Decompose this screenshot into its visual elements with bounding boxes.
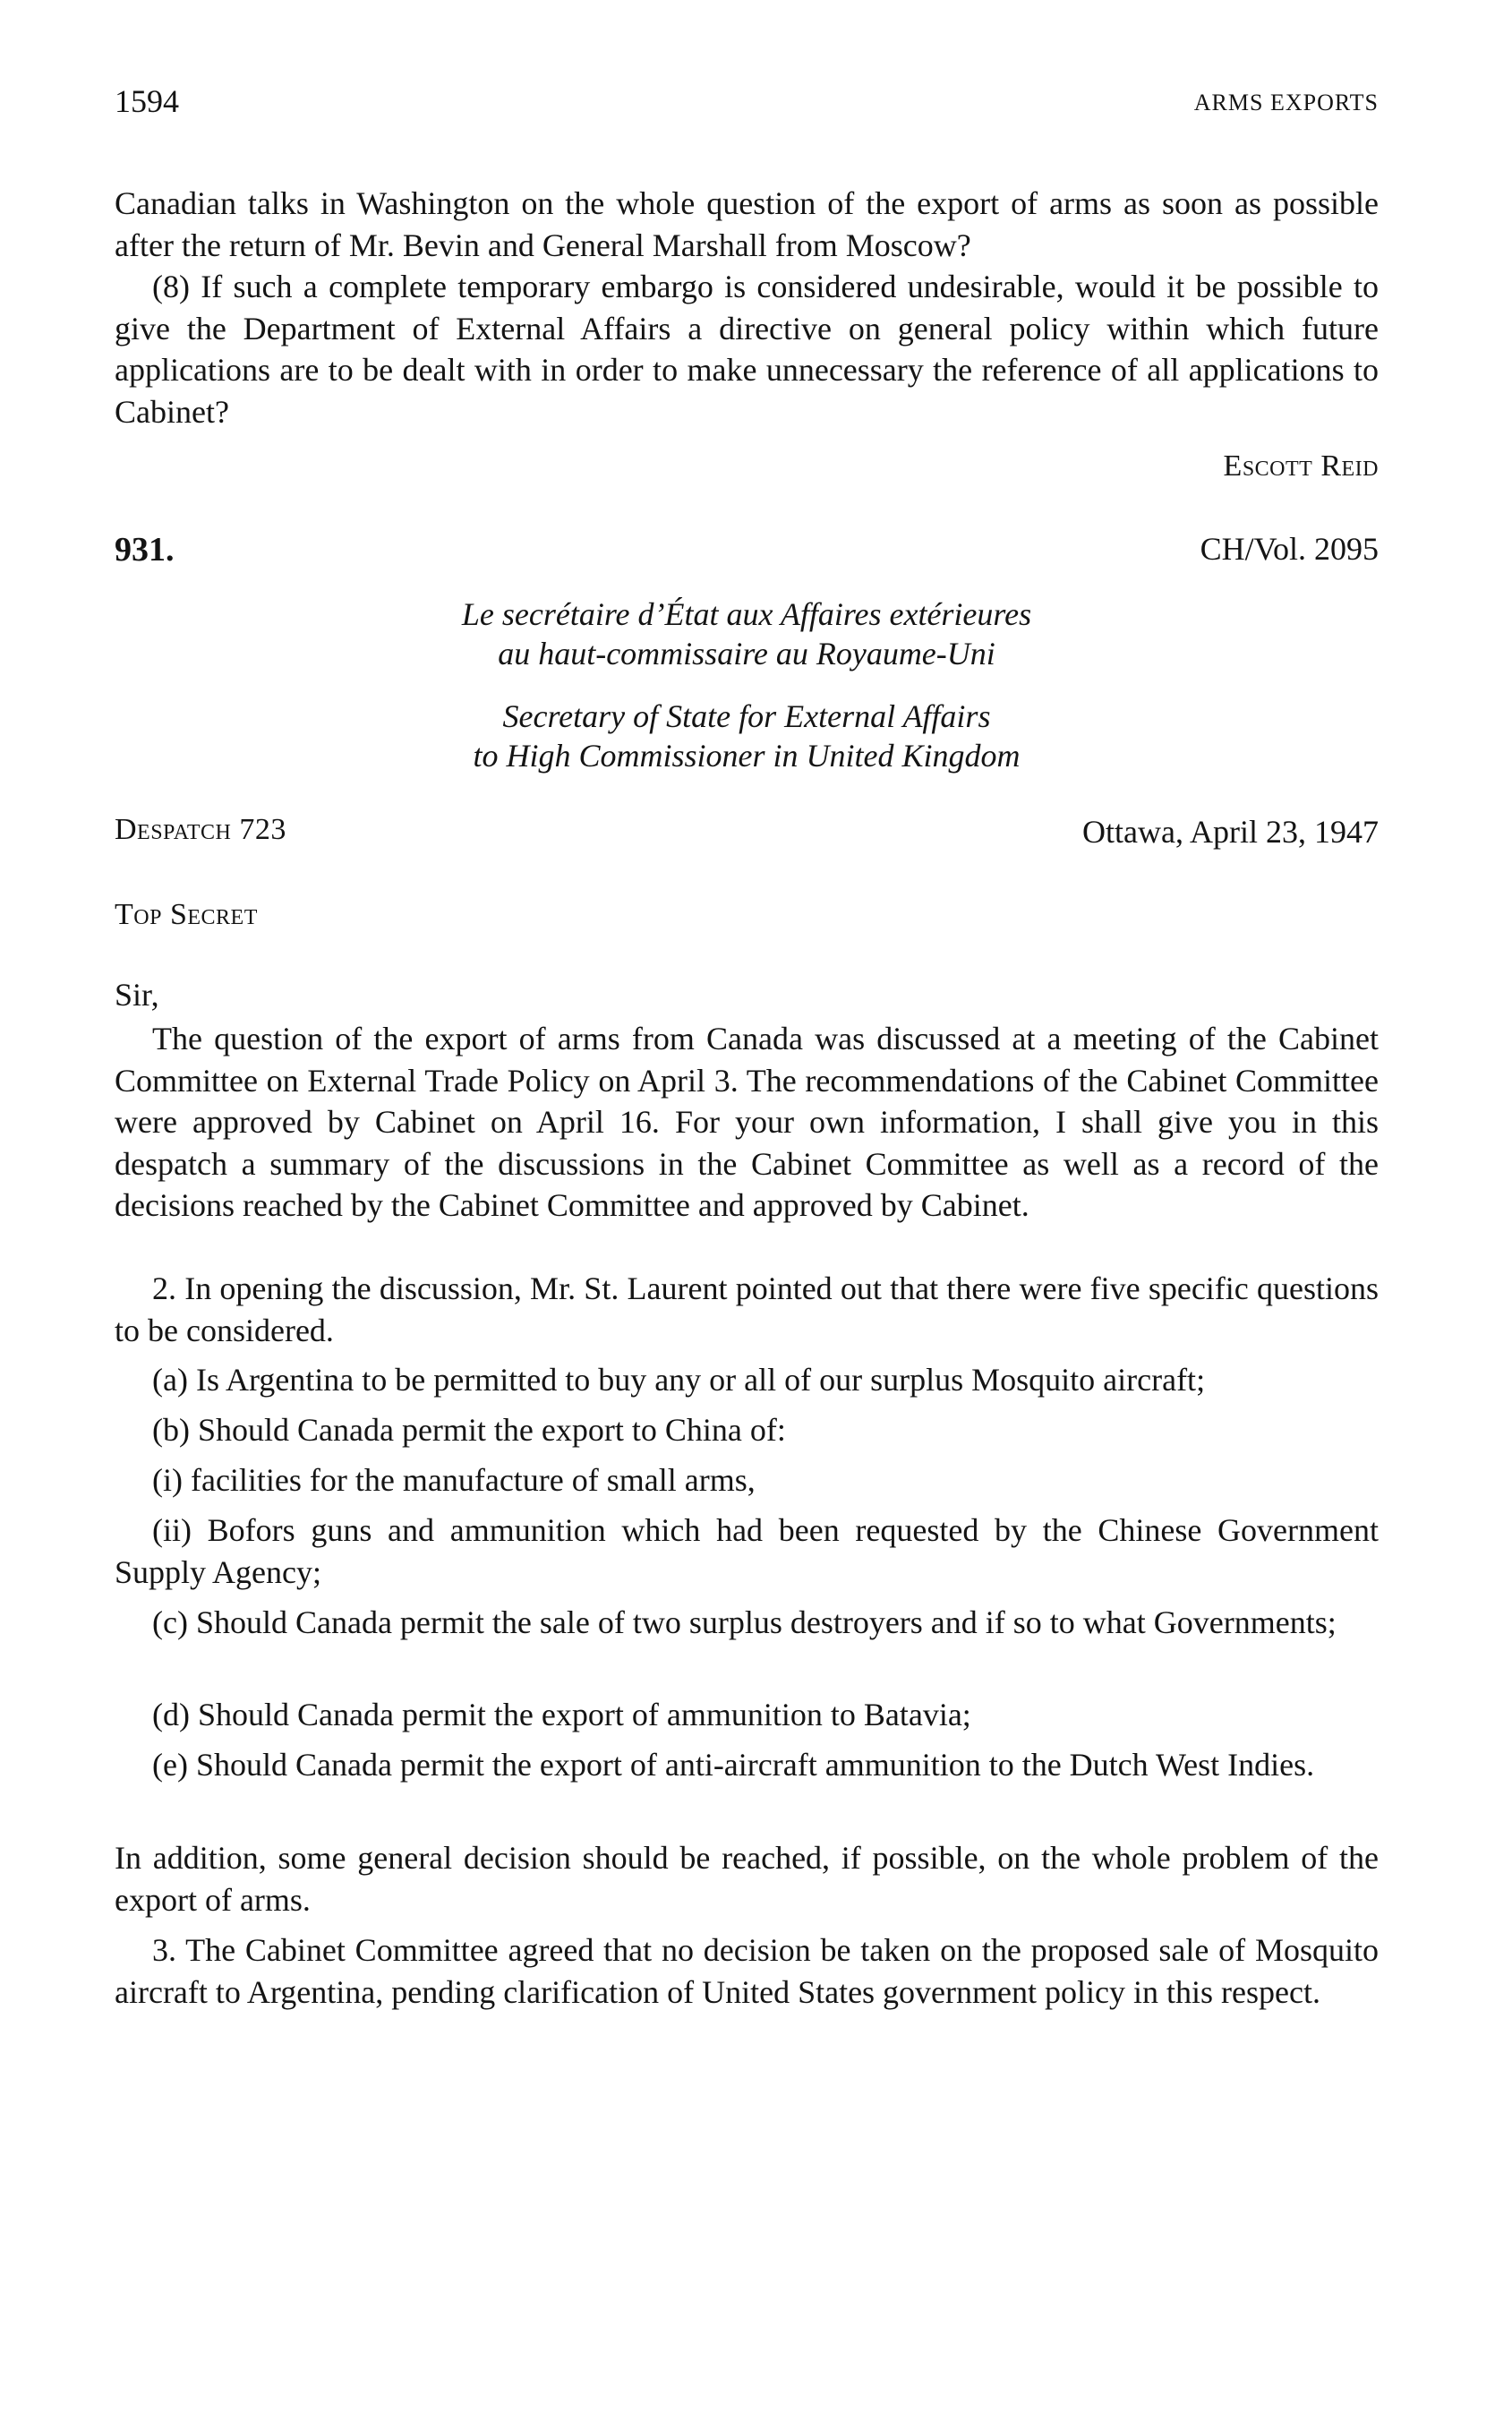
question-b-i: (i) facilities for the manufacture of small arms, [152, 1462, 756, 1498]
question-d: (d) Should Canada permit the export of ammunition to Batavia; [152, 1697, 971, 1732]
salutation: Sir, [115, 977, 159, 1013]
question-e: (e) Should Canada permit the export of anti-aircraft ammunition to the Dutch West Indies. [152, 1747, 1315, 1783]
page-number: 1594 [115, 83, 179, 119]
classification: Top Secret [115, 898, 258, 931]
question-b: (b) Should Canada permit the export to China of: [152, 1412, 786, 1448]
title-french-line-2: au haut-commissaire au Royaume-Uni [498, 636, 995, 671]
paragraph-1: The question of the export of arms from Canada was discussed at a meeting of the Cabinet Committee on External Trade Policy on April 3. The recommendations of the Cabinet Committee were approved by Cabinet on April 16. For your own information, I shall give you in this despatch a summary of the discussions in the Cabinet Committee as well as a record of the decisions reached by the Cabinet Committee and approved by Cabinet. [115, 1021, 1379, 1223]
document-page [115, 0, 1379, 2412]
place-date: Ottawa, April 23, 1947 [1082, 814, 1379, 850]
point-8-paragraph: (8) If such a complete temporary embargo is considered undesirable, would it be possible to give the Department of External Affairs a directive on general policy within which future applications are to be dealt with in order to make unnecessary the reference of all applications to Cabinet? [115, 269, 1379, 430]
question-b-ii: (ii) Bofors guns and ammunition which had been requested by the Chinese Government Supply Agency; [115, 1512, 1379, 1590]
question-c: (c) Should Canada permit the sale of two surplus destroyers and if so to what Governments; [152, 1604, 1337, 1640]
running-title: ARMS EXPORTS [1193, 90, 1379, 115]
paragraph-2: 2. In opening the discussion, Mr. St. Laurent pointed out that there were five specific questions to be considered. [115, 1270, 1379, 1348]
title-english-line-2: to High Commissioner in United Kingdom [473, 738, 1021, 774]
title-english-line-1: Secretary of State for External Affairs [502, 698, 991, 734]
paragraph-3: 3. The Cabinet Committee agreed that no decision be taken on the proposed sale of Mosquito aircraft to Argentina, pending clarification of United States government policy in this respect. [115, 1932, 1379, 2010]
question-a: (a) Is Argentina to be permitted to buy any or all of our surplus Mosquito aircraft; [152, 1362, 1206, 1398]
document-number: 931. [115, 531, 175, 569]
addition-paragraph: In addition, some general decision should be reached, if possible, on the whole problem of the export of arms. [115, 1840, 1379, 1918]
archive-reference: CH/Vol. 2095 [1200, 531, 1379, 567]
title-french-line-1: Le secrétaire d’État aux Affaires extérieures [461, 596, 1032, 632]
signature: Escott Reid [1223, 449, 1379, 483]
continuation-paragraph: Canadian talks in Washington on the whole question of the export of arms as soon as possible after the return of Mr. Bevin and General Marshall from Moscow? [115, 185, 1379, 263]
despatch-number: Despatch 723 [115, 813, 286, 846]
